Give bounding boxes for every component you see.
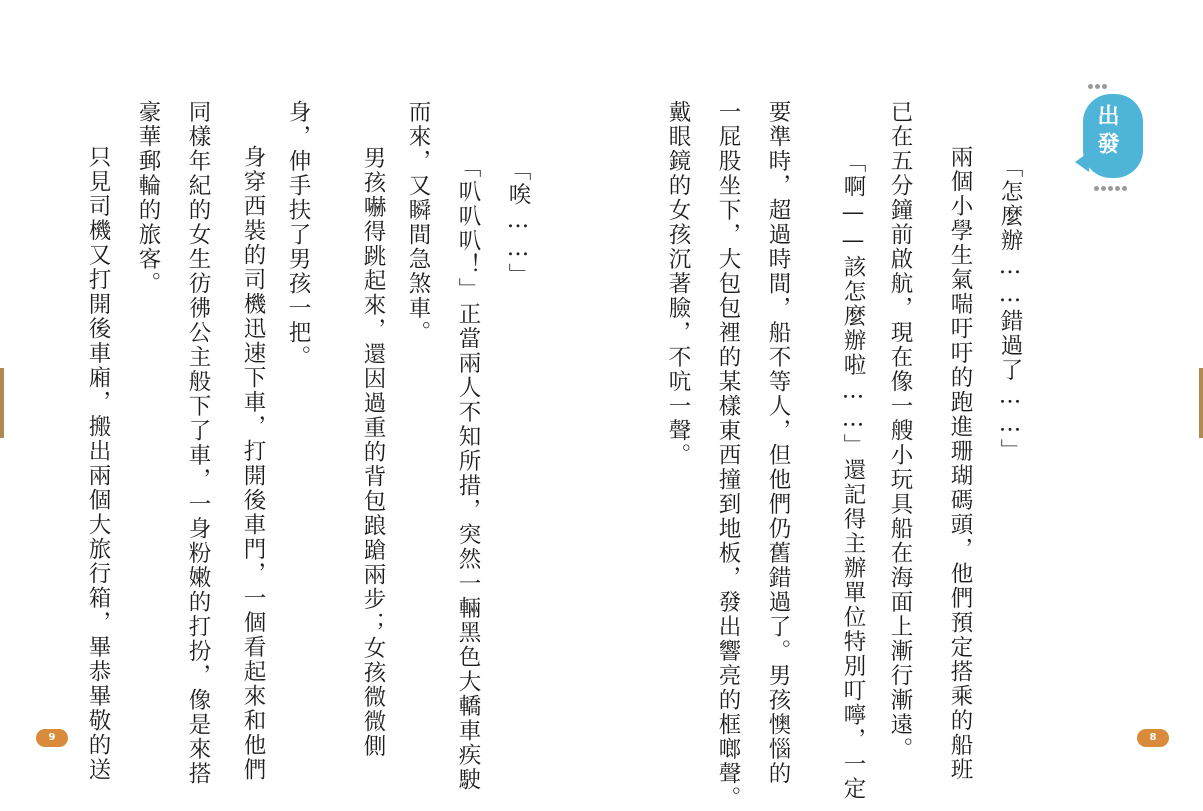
text-column: 「怎麼辦……錯過了……」 xyxy=(997,155,1023,463)
text-column: 一屁股坐下，大包包裡的某樣東西撞到地板，發出響亮的框啷聲。 xyxy=(715,100,741,811)
badge-decoration-dots xyxy=(1094,186,1127,191)
text-column: 同樣年紀的女生彷彿公主般下了車，一身粉嫩的打扮，像是來搭 xyxy=(185,100,211,786)
text-column: 「唉……」 xyxy=(505,158,531,288)
text-column: 身，伸手扶了男孩一把。 xyxy=(285,100,311,370)
text-column: 要準時，超過時間，船不等人，但他們仍舊錯過了。男孩懊惱的 xyxy=(765,100,791,786)
right-page xyxy=(600,0,1203,809)
left-edge-mark xyxy=(0,368,4,438)
text-column: 「叭叭叭！」正當兩人不知所措，突然一輛黑色大轎車疾駛 xyxy=(455,155,481,792)
text-column: 而來，又瞬間急煞車。 xyxy=(405,100,431,345)
left-page xyxy=(0,0,600,809)
right-edge-mark xyxy=(1199,368,1203,438)
text-column: 兩個小學生氣喘吁吁的跑進珊瑚碼頭，他們預定搭乘的船班 xyxy=(947,145,973,782)
text-column: 男孩嚇得跳起來，還因過重的背包踉蹌兩步；女孩微微側 xyxy=(360,146,386,759)
text-column: 只見司機又打開後車廂，搬出兩個大旅行箱，畢恭畢敬的送 xyxy=(85,145,111,782)
badge-decoration-dots xyxy=(1088,84,1107,89)
text-column: 豪華郵輪的旅客。 xyxy=(135,100,161,296)
text-column: 「啊——該怎麼辦啦……」還記得主辦單位特別叮嚀，一定 xyxy=(840,150,866,801)
text-column: 戴眼鏡的女孩沉著臉，不吭一聲。 xyxy=(665,100,691,468)
chapter-title: 出發 xyxy=(1094,104,1119,160)
text-column: 已在五分鐘前啟航，現在像一艘小玩具船在海面上漸行漸遠。 xyxy=(887,100,913,762)
text-column: 身穿西裝的司機迅速下車，打開後車門，一個看起來和他們 xyxy=(240,145,266,782)
page-number-right: 8 xyxy=(1137,729,1169,747)
page-number-left: 9 xyxy=(36,729,68,747)
